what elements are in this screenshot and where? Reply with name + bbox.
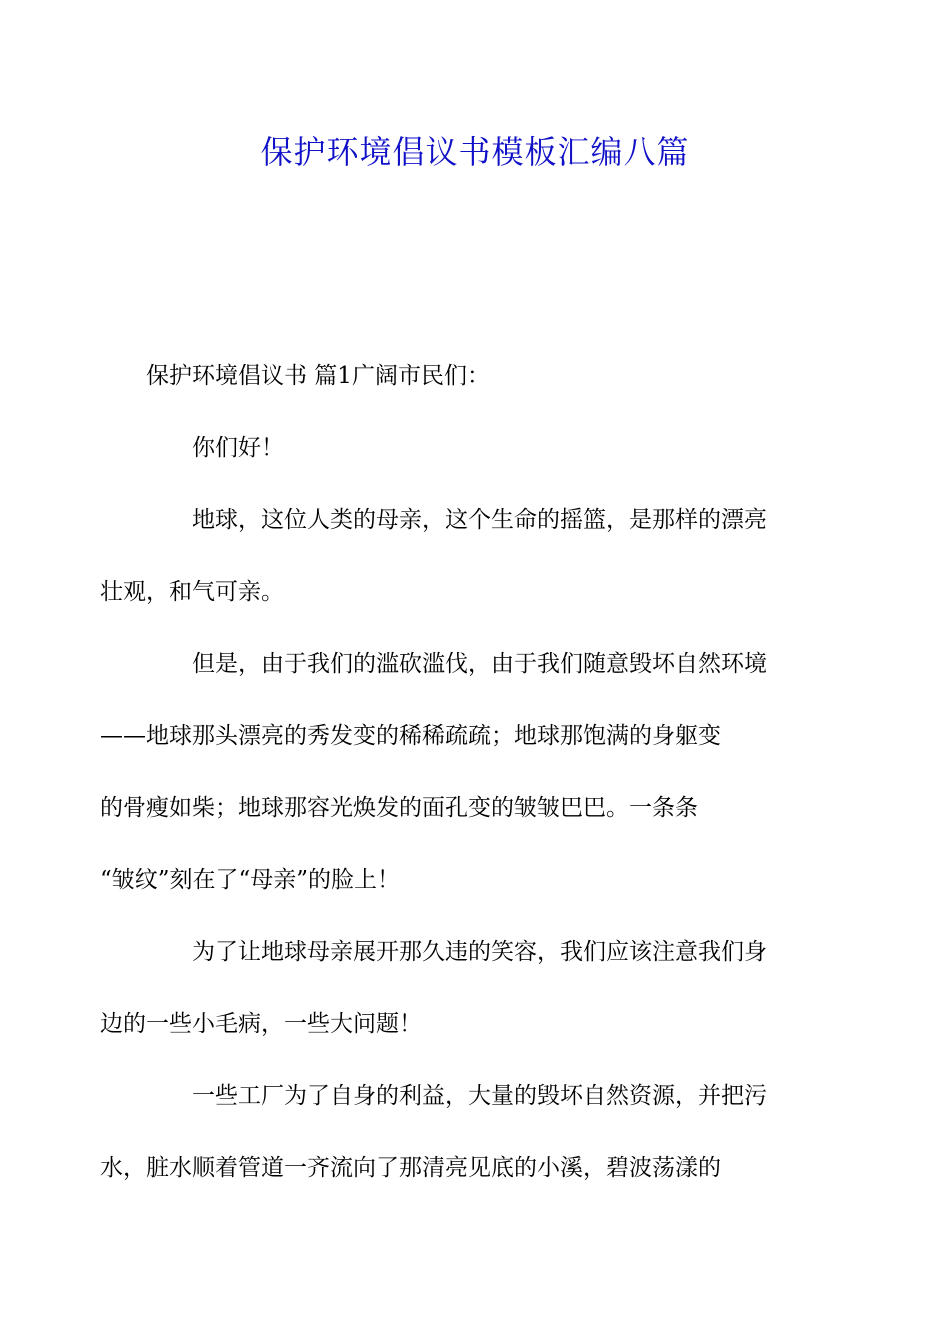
paragraph-line: 水，脏水顺着管道一齐流向了那清亮见底的小溪，碧波荡漾的 [100,1155,721,1181]
paragraph-greeting [146,412,806,484]
document-title: 保护环境倡议书模板汇编八篇 [260,133,690,171]
paragraph-earth-mother [100,484,806,628]
paragraph-line: 为了让地球母亲展开那久违的笑容，我们应该注意我们身 [192,939,767,965]
paragraph-line: 保护环境倡议书 篇1广阔市民们： [146,363,490,389]
paragraph-line: 壮观，和气可亲。 [100,579,284,605]
paragraph-line: 的骨瘦如柴；地球那容光焕发的面孔变的皱皱巴巴。一条条 [100,795,698,821]
paragraph-line: 但是，由于我们的滥砍滥伐，由于我们随意毁坏自然环境 [192,651,767,677]
paragraph-deforestation [100,628,806,916]
paragraph-line: 你们好！ [192,435,284,461]
paragraph-line: 一些工厂为了自身的利益，大量的毁坏自然资源，并把污 [192,1083,767,1109]
paragraph-line: 边的一些小毛病，一些大问题！ [100,1011,422,1037]
paragraph-factories [100,1060,806,1204]
paragraph-salutation [146,340,806,412]
document-body [100,340,806,1204]
paragraph-smile [100,916,806,1060]
paragraph-line: “皱纹”刻在了“母亲”的脸上！ [100,867,401,893]
paragraph-line: 地球，这位人类的母亲，这个生命的摇篮，是那样的漂亮 [192,507,767,533]
paragraph-line: ——地球那头漂亮的秀发变的稀稀疏疏；地球那饱满的身躯变 [100,723,721,749]
